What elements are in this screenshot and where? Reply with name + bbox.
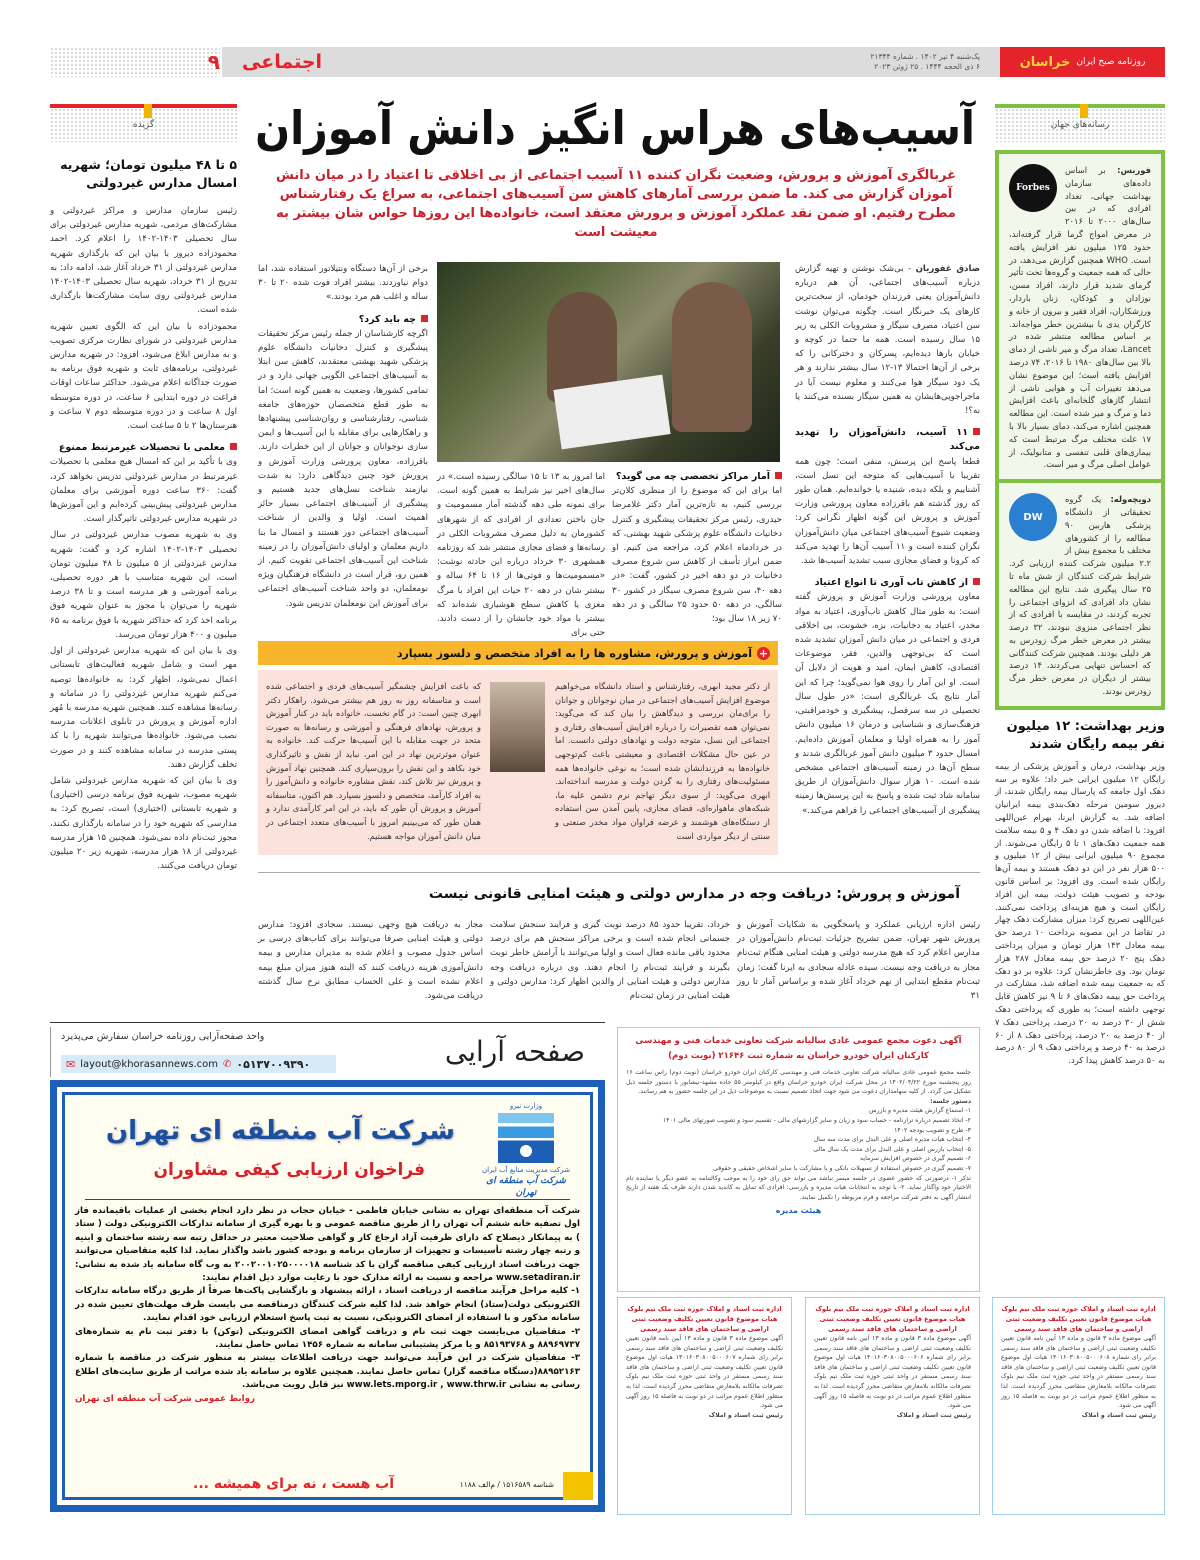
header-strip — [222, 47, 1000, 77]
forbes-box: Forbes فوربس: بر اساس داده‌های سازمان بهداشت جهانی، تعداد افرادی که در بین سال‌های ۲۰۰۰ تا ۲۰۱۶ در معرض امواج گرما قرار گرفته‌اند، حدود ۱۲۵ میلیون نفر افزایش یافته است. WHO همچنین گزارش می‌دهد، در حالی که همه جمعیت و گروه‌ها تحت تأثیر گرمای شدید قرار دارند، افراد مسن، نوزادان و کودکان، زنان باردار، ورزشکاران، افراد فقیر و بیرون از خانه و کارگران یدی با بیشترین خطر مواجه‌اند. بر اساس مطالعه منتشر شده در Lancet، تعداد مرگ و میر ناشی از دمای بالا بین سال‌های ۱۹۸۰ تا ۲۰۱۶، ۷۴ درصد افزایش یافته است؛ این موضوع نشان می‌دهد تغییرات آب و هوایی ناشی از انتشار گازهای گلخانه‌ای باعث افزایش دما و مرگ و میر شده است. این مطالعه همچنین اشاره می‌کند، دمای بسیار بالا با ۱۷ علت مختلف مرگ مرتبط است که بیماری‌های قلبی تنفسی و متابولیک، از عوامل اصلی مرگ و میر است. — [995, 150, 1165, 483]
registry-notice: اداره ثبت اسناد و املاک حوزه ثبت ملک نیم بلوک هیات موضوع قانون تعیین تکلیف وضعیت ثبتی اراضی و ساختمان های فاقد سند رسمی آگهی موضوع ماده ۳ قانون و ماده ۱۳ آیین نامه قانون تعیین تکلیف وضعیت ثبتی اراضی و ساختمان های فاقد سند رسمی برابر رای شماره ۱۴۰۱۶۰۳۰۸۰۰۵۰۰۰۶۰۶ هیات اول موضوع قانون تعیین تکلیف وضعیت ثبتی اراضی و ساختمان های فاقد سند رسمی مستقر در واحد ثبتی حوزه ثبت ملک نیم بلوک تصرفات مالکانه بلامعارض متقاضی محرز گردیده است. لذا به منظور اطلاع عموم مراتب در دو نوبت به فاصله ۱۵ روز آگهی می شود. رئیس ثبت اسناد و املاک — [805, 1297, 980, 1515]
water-company-logo: وزارت نیرو شرکت مدیریت منابع آب ایران شرکت آب منطقه ای تهران — [482, 1102, 570, 1198]
main-lead: غربالگری آموزش و پرورش، وضعیت نگران کننده ۱۱ آسیب اجتماعی از بی اخلاقی تا اعتیاد را در میان دانش آموزان گزارش می کند. ما ضمن بررسی آمارهای کاهش سن آسیب‌های اجتماعی، به سراغ یک رفتارشناس مطرح رفتیم. او ضمن نقد عملکرد آموزش و پرورش معتقد است، خانواده‌ها این روزها حواس شان بیشتر به معیشت است — [275, 168, 957, 240]
layout-phone: ۰۵۱۳۷۰۰۹۳۹۰ — [236, 1057, 311, 1071]
article-column-1: صادق غفوریان - بی‌شک نوشتن و تهیه گزارش درباره آسیب‌های اجتماعی، آن هم درباره دانش‌آموزان یعنی فرزندان خودمان، از سخت‌ترین کارهای یک خبرنگار است. چگونه می‌توان نوشت سن اعتیاد، مصرف سیگار و مشروبات الکلی به زیر ۱۵ سال رسیده است. همه ما حتما در کوچه و خیابان بارها دیده‌ایم، پسرکان و دخترکانی را که برخی از آن‌ها احتمالا ۱۳-۱۲ سال بیشتر ندارند و هر یک دود سیگار هوا می‌کنند و معلوم نیست آیا در ماجراجویی‌هایشان به همین سیگار بسنده می‌کنند یا نه؟! ۱۱ آسیب، دانش‌آموزان را تهدید می‌کند قطعا پاسخ این پرسش، منفی است؛ چون همه تقریبا با آسیب‌هایی که متوجه این نسل است، آشناییم و بلکه دیده، شنیده یا خوانده‌ایم. همان طور که روز گذشته هم باقرزاده معاون پرورشی وزارت آموزش و پرورش این گونه اظهار نگرانی کرد: وضعیت شیوع آسیب‌های اجتماعی میان دانش‌آموزان نگران کننده است و ۱۱ آسیب آن‌ها را تهدید می‌کند که کرونا و فضای مجازی سبب تشدید آسیب‌ها شد. از کاهش تاب آوری تا انواع اعتیاد معاون پرورشی وزارت آموزش و پرورش گفته است: به طور مثال کاهش تاب‌آوری، اعتیاد به مواد مخدر، اعتیاد به دخانیات، بزه، خشونت، بی اخلاقی فردی و اجتماعی در میان دانش آموزان تشدید شده است که بی‌توجهی والدین، فقر، موضوعات اقتصادی، کاهش ایمان، امید و هویت از دلایل آن است. او این آمار را روی هوا نمی‌گوید؛ چرا که این آمار نتایج یک غربالگری است: «در طول سال تحصیلی در سه سرفصل، پیشگیری و خودمراقبتی، فرهنگ‌سازی و شناسایی و درمان ۱۶ میلیون دانش آموز را به همراه اولیا و معلمان آموزش داده‌ایم. امسال حدود ۳ میلیون دانش آموز غربالگری شدند و سطح آن‌ها در زمینه آسیب‌های اجتماعی مشخص شده است. ۱۰ هزار سوال دانش‌آموزان از طریق سامانه شاد ثبت شده و پاسخ به این پرسش‌ها زمینه پیشگیری از آسیب‌های اجتماعی را فراهم می‌کند.» — [795, 264, 981, 816]
brand-logo: خراسان — [1019, 54, 1071, 70]
dw-box: DW دویچه‌وله: یک گروه تحقیقاتی از دانشگاه پزشکی هاربین ۹۰ مطالعه را از کشورهای مختلف با مجموع بیش از ۲.۲ میلیون شرکت کننده ارزیابی کرد. شرایط شرکت کنندگان از شش ماه تا ۲۵ سال پیگیری شد. نتایج این مطالعه نشان داد افرادی که انزوای اجتماعی را تجربه کردند، در مقایسه با افرادی که از نظر اجتماعی منزوی نبودند، ۳۲ درصد بیشتر در معرض خطر مرگ زودرس به هر دلیلی بودند. همچنین شرکت کنندگانی که احساس تنهایی می‌کردند، ۱۴ درصد بیشتر از دیگران در معرض خطر مرگ زودرس بودند. — [995, 483, 1165, 710]
plus-icon: + — [758, 646, 769, 660]
general-assembly-notice: آگهی دعوت مجمع عمومی عادی سالیانه شرکت تعاونی خدمات فنی و مهندسی کارکنان ایران خودرو خراسان به شماره ثبت ۲۱۶۴۶ (نوبت دوم) جلسه مجمع عمومی عادی سالیانه شرکت تعاونی خدمات فنی و مهندسی کارکنان ایران خودرو خراسان (نوبت دوم) راس ساعت ۱۶ روز پنجشنبه مورخ ۱۴۰۲/۰۴/۲۲ در محل شرکت ایران خودرو خراسان واقع در کیلومتر ۵۵ جاده مشهد-نیشابور با دستور جلسه ذیل تشکیل می گردد. از کلیه سهامداران دعوت می شود جهت اتخاذ تصمیم نسبت به موضوعات ذیل در این جلسه حضور به هم رسانند. دستور جلسه: ۱- استماع گزارش هیئت مدیره و بازرس ۲- اتخاذ تصمیم درباره ترازنامه - حساب سود و زیان و سایر گزارشهای مالی - تقسیم سود و تصویب صورتهای مالی ۱۴۰۱ ۳- طرح و تصویب بودجه ۱۴۰۲ ۴- انتخاب هیات مدیره اصلی و علی البدل برای مدت سه سال ۵- انتخاب بازرس اصلی و علی البدل برای مدت یک سال مالی ۶- تصمیم گیری در خصوص افزایش سرمایه ۷- تصمیم گیری در خصوص استفاده از تسهیلات بانکی و یا مشارکت با سایر اشخاص حقیقی و حقوقی تذکر ۱- درصورتی که حضور عضوی در جلسه میسر نباشد می تواند حق رای خود را به موجب وکالتنامه به عضو دیگر یا نماینده تام الاختیار خود واگذار نماید. ۲- با توجه به انتخابات هیات مدیره و بازرسی: افرادی که تمایل به کاندید شدن دارند ظرف یک هفته از تاریخ انتشار آگهی به دفتر شرکت مراجعه و فرم مربوطه را تکمیل نمایند. هیئت مدیره — [617, 1027, 980, 1292]
digest-headline: ۵ تا ۴۸ میلیون تومان؛ شهریه امسال مدارس غیردولتی — [60, 157, 237, 190]
interview-title-bar: + آموزش و پرورش، مشاوره ها را به افراد متخصص و دلسوز بسپارد — [258, 641, 778, 665]
divider — [50, 1022, 605, 1023]
section-title: اجتماعی — [242, 51, 323, 73]
water-wave-icon — [498, 1113, 554, 1163]
health-body: وزیر بهداشت، درمان و آموزش پزشکی از بیمه رایگان ۱۲ میلیون ایرانی خبر داد؛ علاوه بر سه دهک اول جامعه که پارسال بیمه رایگان شدند، از دیروز سومین مرحله دهک‌بندی بیمه ایرانیان اضافه شد. به گزارش ایرنا، بهرام عین‌اللهی افزود: با اضافه شدن دو دهک ۴ و ۵ بیمه سلامت همه جمعیت دهک‌های ۱ تا ۵ رایگان می‌شوند. از مجموع ۹۰ میلیون ایرانی بیش از ۱۲ میلیون و ۵۰۰ هزار نفر در این دو دهک هستند و بیمه آن‌ها رایگان شده است. وی افزود: بر اساس قانون بودجه و تصویب هیئت دولت، بیمه این افراد رایگان است و هیچ هزینه‌ای پرداخت نمی‌کنند. عین‌اللهی تصریح کرد: میزان مشارکت دهک چهار در تقاضا در این مصوبه برداخت ۱۰ درصد حق بیمه معادل ۱۴۳ هزار تومان و میزان پرداختی دهک پنج ۲۰ درصد حق بیمه معادل ۲۸۷ هزار تومان بود. وی خاطرنشان کرد: علاوه بر دو دهک که به جمعیت بیمه شده اضافه شد، مشارکت در پرداخت حق بیمه دهک‌های ۶ تا ۹ نیز کاهش قابل توجهی داشته است؛ به طوری که پرداختی دهک شش از ۳۰ درصد به ۲۰ درصد، پرداختی دهک ۷ از ۴۰ درصد به ۲۰ درصد، پرداختی دهک ۸ از ۶۰ درصد به ۴۰ درصد و پرداختی دهک ۹ از ۸۰ درصد به ۵۰ درصد کاهش پیدا کرد. — [995, 760, 1166, 1066]
mail-icon: ✉ — [66, 1057, 76, 1071]
main-headline: آسیب‌های هراس انگیز دانش آموزان — [255, 101, 976, 155]
article2-headline: آموزش و پرورش: دریافت وجه در مدارس دولتی و هیئت امنایی قانونی نیست — [428, 886, 960, 902]
expert-portrait — [490, 682, 545, 772]
article-column-4: برخی از آن‌ها دستگاه ونتیلاتور استفاده شد، اما دوام نیاوردند. بیشتر افراد فوت شده ۲۰ تا ۳۰ ساله و اغلب هم مرد بودند.» چه باید کرد؟ اگرچه کارشناسان از جمله رئیس مرکز تحقیقات پیشگیری و کنترل دخانیات دانشگاه علوم پزشکی شهید بهشتی معتقدند، کاهش سن ابتلا به آسیب‌های اجتماعی الگویی جهانی دارد و در تمامی کشورها، وضعیت به همین گونه است؛ اما به طور قطع متخصصان حوزه‌های جامعه شناسی، رفتارشناسی و روان‌شناسی پیشنهادها و راهکارهایی برای مقابله با این آسیب‌ها و ایمن سازی نوجوانان و جوانان از این خطرات دارند. باقرزاده، معاون پرورشی وزارت آموزش و پرورش خود چنین دیدگاهی دارد: به شدت نیازمند شناخت نسل‌های جدید هستیم و پیشگیری از آسیب‌های اجتماعی بسیار حائز اهمیت است. اولیا و والدین از شناخت آسیب‌های اجتماعی دور هستند و امسال ما بنا داریم معلمان و اولیای دانش‌آموزان را در زمینه شناخت این آسیب‌های اجتماعی تقویت کنیم. از همین رو، قرار است در دانشگاه فرهنگیان ویژه نومعلمان، دو واحد شناخت آسیب‌های اجتماعی برای آموزش این نومعلمان تدریس شود. — [258, 264, 428, 609]
article2-col3: مجاز به دریافت هیچ وجهی نیستند. سجادی افزود: مدارس دولتی و هیئت امنایی صرفا می‌توانند برای کتاب‌های درسی بر اساس جدول مصوب و اعلام شده به مدیران مدارس و بیمه دانش‌آموزی هزینه دریافت کنند که البته هنوز میزان مبلغ بیمه اعلام نشده است و علی الحساب مطابق نرخ سال گذشته دریافت می‌شود. — [258, 920, 483, 1002]
dw-logo-icon: DW — [1009, 493, 1057, 541]
ad-body: شرکت آب منطقه‌ای تهران به نشانی خیابان فاطمی - خیابان حجاب در نظر دارد انجام بخشی از عملیات باقیمانده فاز اول تصفیه خانه ششم آب تهران را از طریق مناقصه عمومی و با بهره گیری از سامانه تدارکات الکترونیکی دولت ( ستاد ) به پیمانکار ذیصلاح که دارای ظرفیت آزاد ارجاع کار و گواهی صلاحیت معتبر در حداقل رتبه سه رشته ساختمان و ابنیه و رتبه چهار رشته تأسیسات و تجهیزات از سازمان برنامه و بودجه کشور باشد واگذار نماید. لذا کلیه متقاضیان می‌توانند جهت دریافت اسناد ارزیابی کیفی مناقصه گران با کد شناسه ۲۰۰۲۰۰۱۰۲۵۰۰۰۰۱۸ به وب گاه سامانه یاد شده به نشانی: www.setadiran.ir مراجعه و نسبت به ارائه مدارک خود با رعایت موارد ذیل اقدام نمایند: ۱- کلیه مراحل فرآیند مناقصه از دریافت اسناد ، ارائه پیشنهاد و بازگشایی پاکت‌ها صرفاً از طریق درگاه سامانه تدارکات الکترونیکی دولت(ستاد) انجام خواهد شد. لذا کلیه شرکت کنندگان درمناقصه می بایست ظرف مهلت‌های تعیین شده در سامانه مذکور و با استفاده از امضای الکترونیکی، نسبت به ثبت پاسخ استعلام ارزیابی خود اقدام نمایند. ۲- متقاضیان می‌بایست جهت ثبت نام و دریافت گواهی امضای الکترونیکی (توکن) با دفتر ثبت نام به شماره‌های ۸۸۹۶۹۷۳۷ و ۸۵۱۹۳۷۶۸ و یا مرکز پشتیبانی سامانه به شماره ۱۴۵۶ تماس حاصل نمایند. ۳- متقاضیان شرکت در این فرآیند می‌توانند جهت دریافت اطلاعات بیشتر به منظور شرکت در مناقصه با شماره ۸۸۹۵۲۱۶۳(دستگاه مناقصه گزار) تماس حاصل نمایند. همچنین علاوه بر سامانه یاد شده مراتب از طریق سایت‌های اطلاع رسانی به نشانی www.lets.mporg.ir , www.thrw.ir نیز قابل رویت می‌باشد. روابط عمومی شرکت آب منطقه ای تهران — [75, 1206, 580, 1404]
interview-box: از دکتر مجید ابهری، رفتارشناس و استاد دانشگاه می‌خواهیم موضوع افزایش آسیب‌های اجتماعی در میان نوجوانان و جوانان را برای‌مان بررسی و دیدگاهش را بیان کند که می‌گوید: نمی‌توان همه تقصیرات را درباره افزایش آسیب‌های رفتاری و اجتماعی این نسل، متوجه دولت و نهادهای دولتی دانست. اما در عین حال مشکلات اقتصادی و معیشتی باعث کم‌توجهی خانواده‌ها به فرزندانشان شده است؛ به نوعی خانواده‌ها همه مسئولیت‌های رفتاری را به گردن دولت و مدرسه انداخته‌اند. ابهری می‌گوید: از سوی دیگر تهاجم نرم دشمن علیه ما، شبکه‌های ماهواره‌ای، فضای مجازی، پایین آمدن سن استفاده از دستگاه‌های هوشمند و عرضه فراوان مواد مخدر صنعتی و سنتی از دیگر مواردی است که باعث افزایش چشمگیر آسیب‌های فردی و اجتماعی شده است و متاسفانه روز به روز هم بیشتر می‌شود. راهکار دکتر ابهری چنین است: در گام نخست، خانواده باید در کنار آموزش و پرورش، نهادهای فرهنگی و آموزشی و رسانه‌ها به صورت متحد در جهت مقابله با این آسیب‌ها حرکت کند. خانواده به عنوان موثرترین نهاد در این امر، نباید از نقش و تاثیرگذاری خود بکاهد و این نقش را برون‌سپاری کند. همچنین نهاد آموزش و پرورش نیز تلاش کند، نقش مشاوره خانواده و دانش‌آموز را به افراد کارآمد، متخصص و دلسوز بسپارد. هم اکنون، متاسفانه آموزش و پرورش آن طور که باید، در این امر کارآمدی ندارد و همان طور که می‌بینیم امروز با آسیب‌های متعدد اجتماعی در میان دانش آموزان مواجه هستیم. — [258, 670, 778, 855]
registry-notice: اداره ثبت اسناد و املاک حوزه ثبت ملک نیم بلوک هیات موضوع قانون تعیین تکلیف وضعیت ثبتی اراضی و ساختمان های فاقد سند رسمی آگهی موضوع ماده ۳ قانون و ماده ۱۳ آیین نامه قانون تعیین تکلیف وضعیت ثبتی اراضی و ساختمان های فاقد سند رسمی برابر رای شماره ۱۴۰۱۶۰۳۰۸۰۰۵۰۰۰۶۰۷ هیات اول موضوع قانون تعیین تکلیف وضعیت ثبتی اراضی و ساختمان های فاقد سند رسمی مستقر در واحد ثبتی حوزه ثبت ملک نیم بلوک تصرفات مالکانه بلامعارض متقاضی محرز گردیده است. لذا به منظور اطلاع عموم مراتب در دو نوبت به فاصله ۱۵ روز آگهی می شود. رئیس ثبت اسناد و املاک — [617, 1297, 792, 1515]
column-header: گزیده — [50, 104, 237, 142]
article2-col2: خرداد، تقریبا حدود ۸۵ درصد نوبت گیری و فرایند سنجش سلامت جسمانی انجام شده است و برخی مراکز سنجش هم برای درصد محدود باقی مانده فعال است و اولیا می‌توانند با آرامش خاطر نوبت بگیرند و فرایند ثبت‌نام را انجام دهند. وی درباره دریافت وجه مدارس دولتی و هیئت امنایی از والدین اظهار کرد: مدارس دولتی و هیئت امنایی در زمان ثبت‌نام — [490, 920, 730, 1002]
students-photo — [437, 262, 780, 462]
ad-slogan: آب هست ، نه برای همیشه ... — [193, 1476, 395, 1492]
article-column-2: آمار مراکز تخصصی چه می گوید؟ اما برای این که موضوع را از منظری کلان‌تر بررسی کنیم، به تازه‌ترین آمار دکتر غلامرضا حیدری، رئیس مرکز تحقیقات پیشگیری و کنترل دخانیات دانشگاه علوم پزشکی شهید بهشتی، که در خردادماه اعلام کرد، مراجعه می کنیم. او ضمن ابراز تأسف از کاهش سن شروع مصرف دخانیات در دو دهه اخیر در کشور، گفت: «در دهه ۴۰، سن شروع مصرف سیگار در کشور ۳۰ سالگی، در دهه ۵۰ حدود ۲۵ سالگی و در دهه ۷۰ زیر ۱۸ سال بود؛ — [612, 471, 783, 625]
digest-column — [50, 104, 237, 1049]
digest-body: رئیس سازمان مدارس و مراکز غیردولتی و مشارکت‌های مردمی، شهریه مدارس غیردولتی برای سال تحصیلی ۱۴۰۳-۱۴۰۲ را اعلام کرد. احمد محمودزاده دیروز با بیان این که بارگذاری شهریه مدارس غیردولتی از ۳۱ خرداد آغاز شد، ادامه داد: به تدریج از ۳۱ خرداد، شهریه سال تحصیلی ۱۴۰۳-۱۴۰۲ مدارس غیردولتی روی سایت مشارکت‌ها بارگذاری شده است. محمودزاده با بیان این که الگوی تعیین شهریه مدارس غیردولتی در شورای نظارت مرکزی تصویب و به مدارس ابلاغ می‌شود، افزود: در شهریه مدارس غیردولتی، برنامه‌های ثابت و شهریه فوق برنامه به صورت جداگانه اعلام می‌شود. حداکثر ساعات اوقات فراغت در دوره ابتدایی ۶ ساعت، در دوره متوسطه اول ۸ ساعت و در دوره متوسطه دوم ۷ ساعت و هنرستان‌ها ۲ تا ۵ ساعت است. معلمی با تحصیلات غیرمرتبط ممنوع وی با تأکید بر این که امسال هیچ معلمی با تحصیلات غیرمرتبط در مدارس غیردولتی تدریس نخواهد کرد، گفت: ۳۶۰ ساعت دوره آموزشی برای معلمان مدارس غیردولتی پیش‌بینی کرده‌ایم و این آموزش‌ها در شهریه مدارس غیردولتی تاثیرگذار است. وی به شهریه مصوب مدارس غیردولتی در سال تحصیلی ۱۴۰۳-۱۴۰۲ اشاره کرد و گفت: شهریه مدارس غیردولتی از ۵ میلیون تا ۴۸ میلیون تومان است، این شهریه متناسب با هر دوره تحصیلی، برنامه آموزشی و هر مدرسه است و تا ۳۸ درصد شهریه را می‌توان با مجوز به عنوان شهریه فوق برنامه اخذ کرد که حداکثر شهریه با فوق برنامه به ۶۵ میلیون و ۴۰۰ هزار تومان می‌رسد. وی با بیان این که شهریه مدارس غیردولتی از اول مهر است و شامل شهریه فعالیت‌های تابستانی اعمال نمی‌شود، اظهار کرد: به خانواده‌ها توصیه می‌کنم شهریه مدارس غیردولتی را در سامانه و رسانه‌ها مشاهده کنند. همچنین شهریه مدرسه با مُهر اداره آموزش و پرورش در تابلوی اعلانات مدرسه نصب می‌شود. خانواده‌ها می‌توانند شهریه را با کد پستی مدرسه در سامانه مشاهده کنند و در صورت تخلف گزارش دهند. وی با بیان این که شهریه مدارس غیردولتی شامل شهریه مصوب، شهریه فوق برنامه درسی (اختیاری) و شهریه تابستانی (اختیاری) است، تصریح کرد: به مدارسی که شهریه خود را در سامانه بارگذاری نکنند، مجوز ثبت‌نام داده نمی‌شود. همچنین ۱۵ هزار مدرسه غیردولتی از ۱۸ هزار مدرسه، شهریه زیر ۲۰ میلیون تومان دریافت می‌کنند. — [50, 206, 238, 872]
page-number: ۹ — [50, 47, 220, 77]
issue-date: یک‌شنبه ۴ تیر ۱۴۰۲ . شماره ۲۱۳۴۴ ۶ ذی الحجه ۱۴۴۴ . ۲۵ ژوئن ۲۰۲۳ — [870, 52, 980, 71]
water-company-ad: وزارت نیرو شرکت مدیریت منابع آب ایران شرکت آب منطقه ای تهران شرکت آب منطقه ای تهران فراخوان ارزیابی کیفی مشاوران شرکت آب منطقه‌ای تهران به نشانی خیابان فاطمی - خیابان حجاب در نظر دارد انجام بخشی از عملیات باقیمانده فاز اول تصفیه خانه ششم آب تهران را از طریق مناقصه عمومی و با بهره گیری از سامانه تدارکات الکترونیکی دولت ( ستاد ) به پیمانکار ذیصلاح که دارای ظرفیت آزاد ارجاع کار و گواهی صلاحیت معتبر در حداقل رتبه سه رشته ساختمان و ابنیه و رتبه چهار رشته تأسیسات و تجهیزات از سازمان برنامه و بودجه کشور باشد واگذار نماید. لذا کلیه متقاضیان می‌توانند جهت دریافت اسناد ارزیابی کیفی مناقصه گران با کد شناسه ۲۰۰۲۰۰۱۰۲۵۰۰۰۰۱۸ به وب گاه سامانه یاد شده به نشانی: www.setadiran.ir مراجعه و نسبت به ارائه مدارک خود با رعایت موارد ذیل اقدام نمایند: ۱- کلیه مراحل فرآیند مناقصه از دریافت اسناد ، ارائه پیشنهاد و بازگشایی پاکت‌ها صرفاً از طریق درگاه سامانه تدارکات الکترونیکی دولت(ستاد) انجام خواهد شد. لذا کلیه شرکت کنندگان درمناقصه می بایست ظرف مهلت‌های تعیین شده در سامانه مذکور و با استفاده از امضای الکترونیکی، نسبت به ثبت پاسخ استعلام ارزیابی خود اقدام نمایند. ۲- متقاضیان می‌بایست جهت ثبت نام و دریافت گواهی امضای الکترونیکی (توکن) با دفتر ثبت نام به شماره‌های ۸۸۹۶۹۷۳۷ و ۸۵۱۹۳۷۶۸ و یا مرکز پشتیبانی سامانه به شماره ۱۴۵۶ تماس حاصل نمایند. ۳- متقاضیان شرکت در این فرآیند می‌توانند جهت دریافت اطلاعات بیشتر به منظور شرکت در مناقصه با شماره ۸۸۹۵۲۱۶۳(دستگاه مناقصه گزار) تماس حاصل نمایند. همچنین علاوه بر سامانه یاد شده مراتب از طریق سایت‌های اطلاع رسانی به نشانی www.lets.mporg.ir , www.thrw.ir نیز قابل رویت می‌باشد. روابط عمومی شرکت آب منطقه ای تهران شناسه ۱۵۱۶۵۸۹ / م‌الف ۱۱۸۸ آب هست ، نه برای همیشه ... — [50, 1080, 605, 1512]
layout-email[interactable]: layout@khorasannews.com — [80, 1058, 218, 1070]
layout-service-ad: صفحه آرایی واحد صفحه‌آرایی روزنامه خراسان سفارش می‌پذیرد ✉ layout@khorasannews.com ✆ ۰۵۱۳۷۰۰۹۳۹۰ — [50, 1027, 605, 1077]
ad-subtitle: فراخوان ارزیابی کیفی مشاوران — [153, 1160, 425, 1180]
article2-col1: رئیس اداره ارزیابی عملکرد و پاسخگویی به شکایات آموزش و پرورش شهر تهران، ضمن تشریح جزئیات ثبت‌نام دانش‌آموزان در مدارس اعلام کرد که هیچ مدرسه دولتی و هیئت امنایی هنگام ثبت‌نام مجاز به دریافت وجه نیست. سیده عادله سجادی به ایرنا گفت: زمان ثبت‌نام مقطع ابتدایی از نهم خرداد آغاز شده و براساس آمار تا روز ۳۱ — [737, 920, 980, 1002]
divider — [258, 872, 980, 873]
newspaper-brand: روزنامه صبح ایران خراسان — [1000, 47, 1165, 77]
world-media-column — [995, 104, 1165, 1067]
article-column-3: اما امروز به ۱۳ تا ۱۵ سالگی رسیده است.» در سال‌های اخیر نیز شرایط به همین گونه است. برای نمونه طی دهه گذشته آمار مسمومیت و جان باختن تعدادی از افرادی که از شهرهای کشورمان به دلیل مصرف مشروبات الکلی در رسانه‌ها و فضای مجازی منتشر شد که روزنامه همشهری ۳۰ خرداد درباره این حادثه نوشت: «مسمومیت‌ها و فوتی‌ها از ۱۶ تا ۶۴ ساله و بیشتر شان در دهه ۲۰ حیات این افراد با مرگ مغزی یا کاهش سطح هوشیاری شده‌اند که بیشتر با مواد خود جانشان را از دست دادند. حتی برای — [437, 472, 606, 639]
forbes-text: بر اساس داده‌های سازمان بهداشت جهانی، تعداد افرادی که در بین سال‌های ۲۰۰۰ تا ۲۰۱۶ در معرض امواج گرما قرار گرفته‌اند، حدود ۱۲۵ میلیون نفر افزایش یافته است. WHO همچنین گزارش می‌دهد، در حالی که همه جمعیت و گروه‌ها تحت تأثیر گرمای شدید قرار دارند، افراد مسن، نوزادان و کودکان، زنان باردار، ورزشکاران، افراد فقیر و بیرون از خانه و کارگران یدی با بیشترین خطر مواجه‌اند. بر اساس مطالعه منتشر شده در Lancet، تعداد مرگ و میر ناشی از دمای بالا بین سال‌های ۱۹۸۰ تا ۲۰۱۶، ۷۴ درصد افزایش یافته است؛ این موضوع نشان می‌دهد تغییرات آب و هوایی ناشی از انتشار گازهای گلخانه‌ای باعث افزایش دما و مرگ و میر شده است. این مطالعه همچنین اشاره می‌کند، دمای بسیار بالا با ۱۷ علت مختلف مرگ مرتبط است که بیماری‌های قلبی تنفسی و متابولیک، از عوامل اصلی مرگ و میر است. — [1009, 165, 1151, 470]
phone-icon: ✆ — [223, 1058, 232, 1070]
health-headline: وزیر بهداشت: ۱۲ میلیون نفر بیمه رایگان شدند — [1006, 718, 1165, 752]
dw-text: یک گروه تحقیقاتی از دانشگاه پزشکی هاربین ۹۰ مطالعه را از کشورهای مختلف با مجموع بیش از ۲.۲ میلیون شرکت کننده ارزیابی کرد. شرایط شرکت کنندگان از شش ماه تا ۲۵ سال پیگیری شد. نتایج این مطالعه نشان داد افرادی که انزوای اجتماعی را تجربه کردند، در مقایسه با افرادی که از نظر اجتماعی منزوی نبودند، ۳۲ درصد بیشتر در معرض خطر مرگ زودرس به هر دلیلی بودند. همچنین شرکت کنندگانی که احساس تنهایی می‌کردند، ۱۴ درصد بیشتر از دیگران در معرض خطر مرگ زودرس بودند. — [1009, 494, 1151, 697]
registry-notice: اداره ثبت اسناد و املاک حوزه ثبت ملک نیم بلوک هیات موضوع قانون تعیین تکلیف وضعیت ثبتی اراضی و ساختمان های فاقد سند رسمی آگهی موضوع ماده ۳ قانون و ماده ۱۳ آیین نامه قانون تعیین تکلیف وضعیت ثبتی اراضی و ساختمان های فاقد سند رسمی برابر رای شماره ۱۴۰۱۶۰۳۰۸۰۰۵۰۰۰۶۰۸ هیات اول موضوع قانون تعیین تکلیف وضعیت ثبتی اراضی و ساختمان های فاقد سند رسمی مستقر در واحد ثبتی حوزه ثبت ملک نیم بلوک تصرفات مالکانه بلامعارض متقاضی محرز گردیده است. لذا به منظور اطلاع عموم مراتب در دو نوبت به فاصله ۱۵ روز آگهی می شود. رئیس ثبت اسناد و املاک — [992, 1297, 1165, 1515]
ad-company-name: شرکت آب منطقه ای تهران — [105, 1116, 455, 1146]
forbes-logo-icon: Forbes — [1009, 164, 1057, 212]
column-header: رسانه‌های جهان — [995, 104, 1165, 142]
